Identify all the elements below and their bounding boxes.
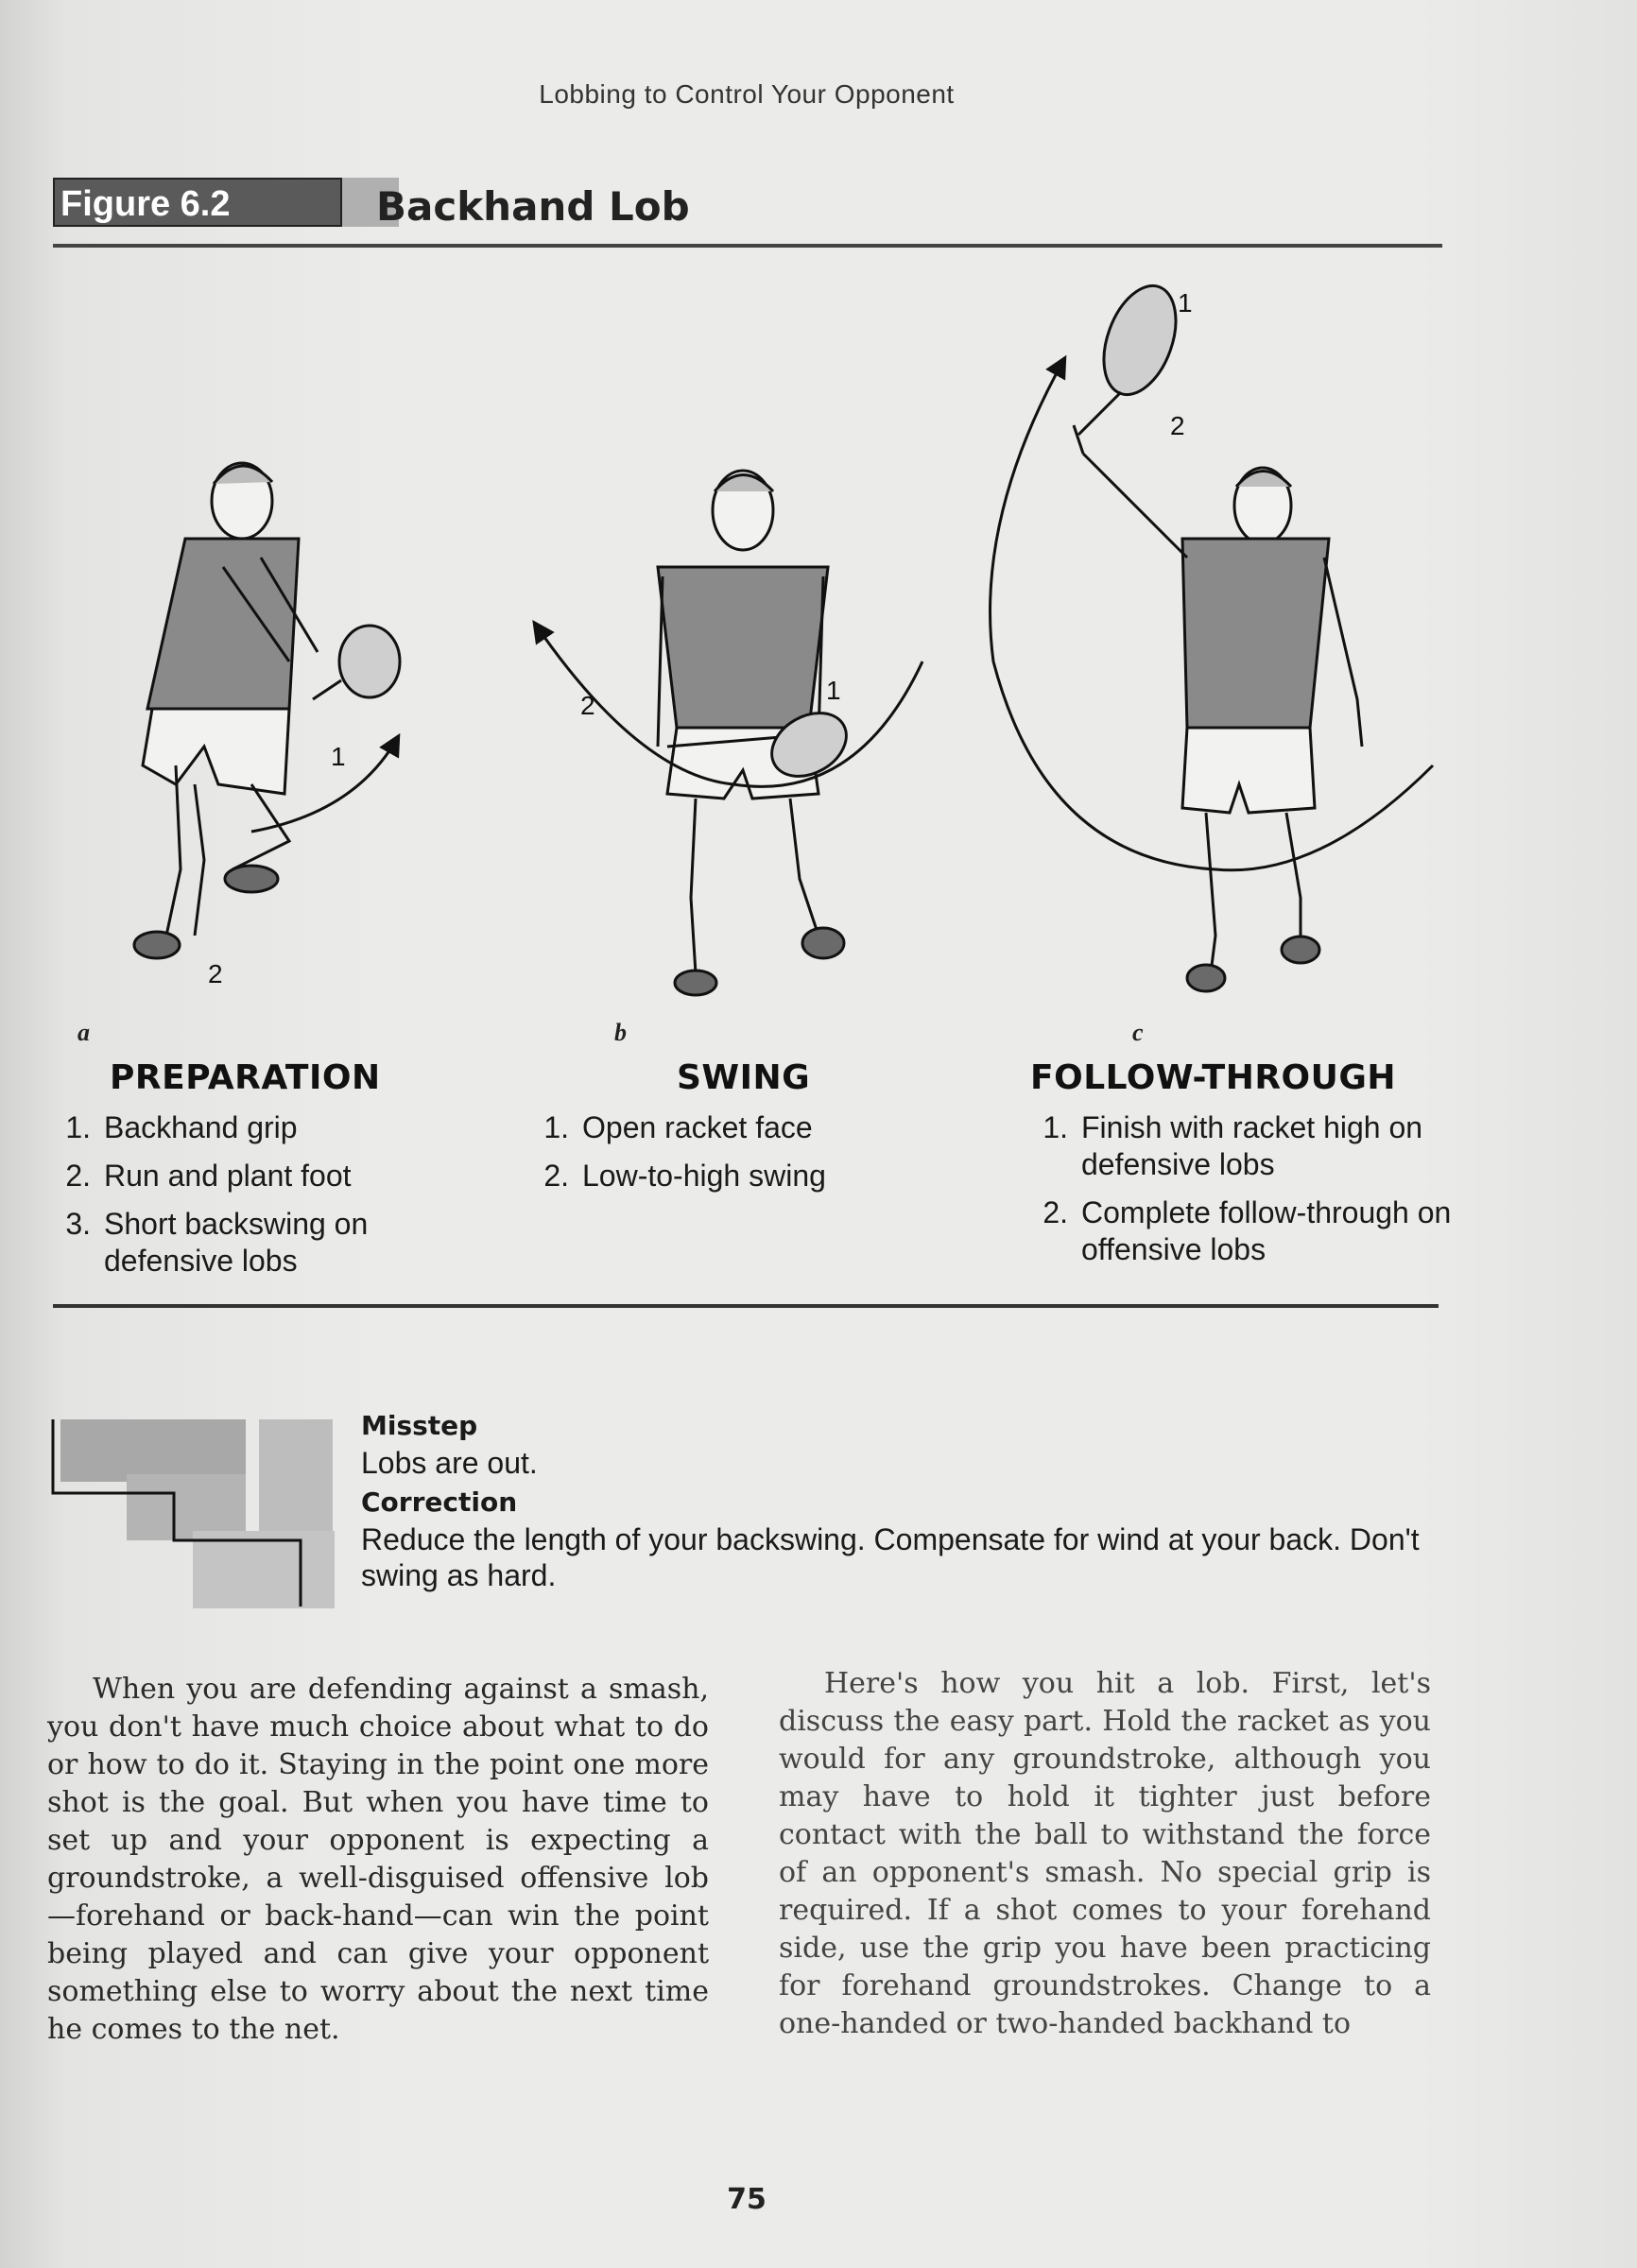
step-item: 2. Complete follow-through on offensive lobs bbox=[1043, 1195, 1452, 1266]
callout-a-2: 2 bbox=[208, 959, 223, 988]
misstep-box bbox=[361, 1410, 1448, 1599]
correction-text: Reduce the length of your backswing. Compensate for wind at your back. Don't swing as hard. bbox=[361, 1522, 1420, 1592]
step-item: 3. Short backswing on defensive lobs bbox=[65, 1207, 369, 1278]
illustration-area bbox=[53, 255, 1442, 1049]
steps-swing bbox=[520, 1109, 945, 1206]
panel-letter-b: b bbox=[614, 1019, 627, 1046]
heading-preparation: PREPARATION bbox=[110, 1058, 381, 1097]
step-item: 1. Backhand grip bbox=[65, 1110, 298, 1144]
panel-letter-a: a bbox=[78, 1019, 90, 1046]
steps-follow-through bbox=[1019, 1109, 1454, 1280]
backhand-lob-illustrations bbox=[53, 255, 1442, 1049]
step-item: 1. Open racket face bbox=[543, 1110, 813, 1144]
step-item: 1. Finish with racket high on defensive lobs bbox=[1043, 1110, 1423, 1181]
figure-number: Figure 6.2 bbox=[53, 178, 342, 227]
misstep-text: Lobs are out. bbox=[361, 1446, 538, 1480]
heading-swing: SWING bbox=[677, 1058, 811, 1097]
callout-c-1: 1 bbox=[1178, 288, 1193, 318]
figure-header-rule bbox=[53, 244, 1442, 248]
body-text-right: Here's how you hit a lob. First, let's discuss the easy part. Hold the racket as you would for any groundstroke, although you may have to hold it tighter just before contact with the ball to withstand the force of an opponent's smash. No special grip is required. If a shot comes to your forehand side, use the grip you have been practicing for forehand groundstrokes. Change to a one-handed or two-handed backhand to bbox=[779, 1667, 1431, 2040]
player-figure-a bbox=[134, 463, 400, 958]
figure-title: Backhand Lob bbox=[376, 183, 690, 230]
player-figure-b bbox=[535, 471, 922, 995]
callout-c-2: 2 bbox=[1170, 411, 1185, 440]
running-head: Lobbing to Control Your Opponent bbox=[539, 79, 955, 109]
step-item: 2. Run and plant foot bbox=[65, 1159, 352, 1193]
panel-letter-c: c bbox=[1132, 1019, 1144, 1046]
callout-b-2: 2 bbox=[580, 691, 595, 720]
heading-follow-through: FOLLOW-THROUGH bbox=[1030, 1058, 1397, 1097]
misstep-staircase-icon bbox=[51, 1418, 335, 1616]
callout-b-1: 1 bbox=[826, 676, 841, 705]
body-text-left: When you are defending against a smash, you don't have much choice about what to do or how to do it. Staying in the point one more shot is the goal. But when you have time to set up and your opponent is expecting a groundstroke, a well-disguised offensive lob—forehand or back-hand—can win the point being played and can give your opponent something else to worry about the next time he comes to the net. bbox=[47, 1673, 709, 2046]
player-figure-c bbox=[991, 276, 1433, 991]
callout-a-1: 1 bbox=[331, 742, 346, 771]
figure-header bbox=[53, 178, 1442, 249]
figure-bottom-rule bbox=[53, 1304, 1439, 1308]
step-item: 2. Low-to-high swing bbox=[543, 1159, 826, 1193]
misstep-label: Misstep bbox=[361, 1410, 478, 1441]
steps-preparation bbox=[42, 1109, 467, 1291]
correction-label: Correction bbox=[361, 1486, 518, 1518]
page-number: 75 bbox=[727, 2183, 767, 2216]
